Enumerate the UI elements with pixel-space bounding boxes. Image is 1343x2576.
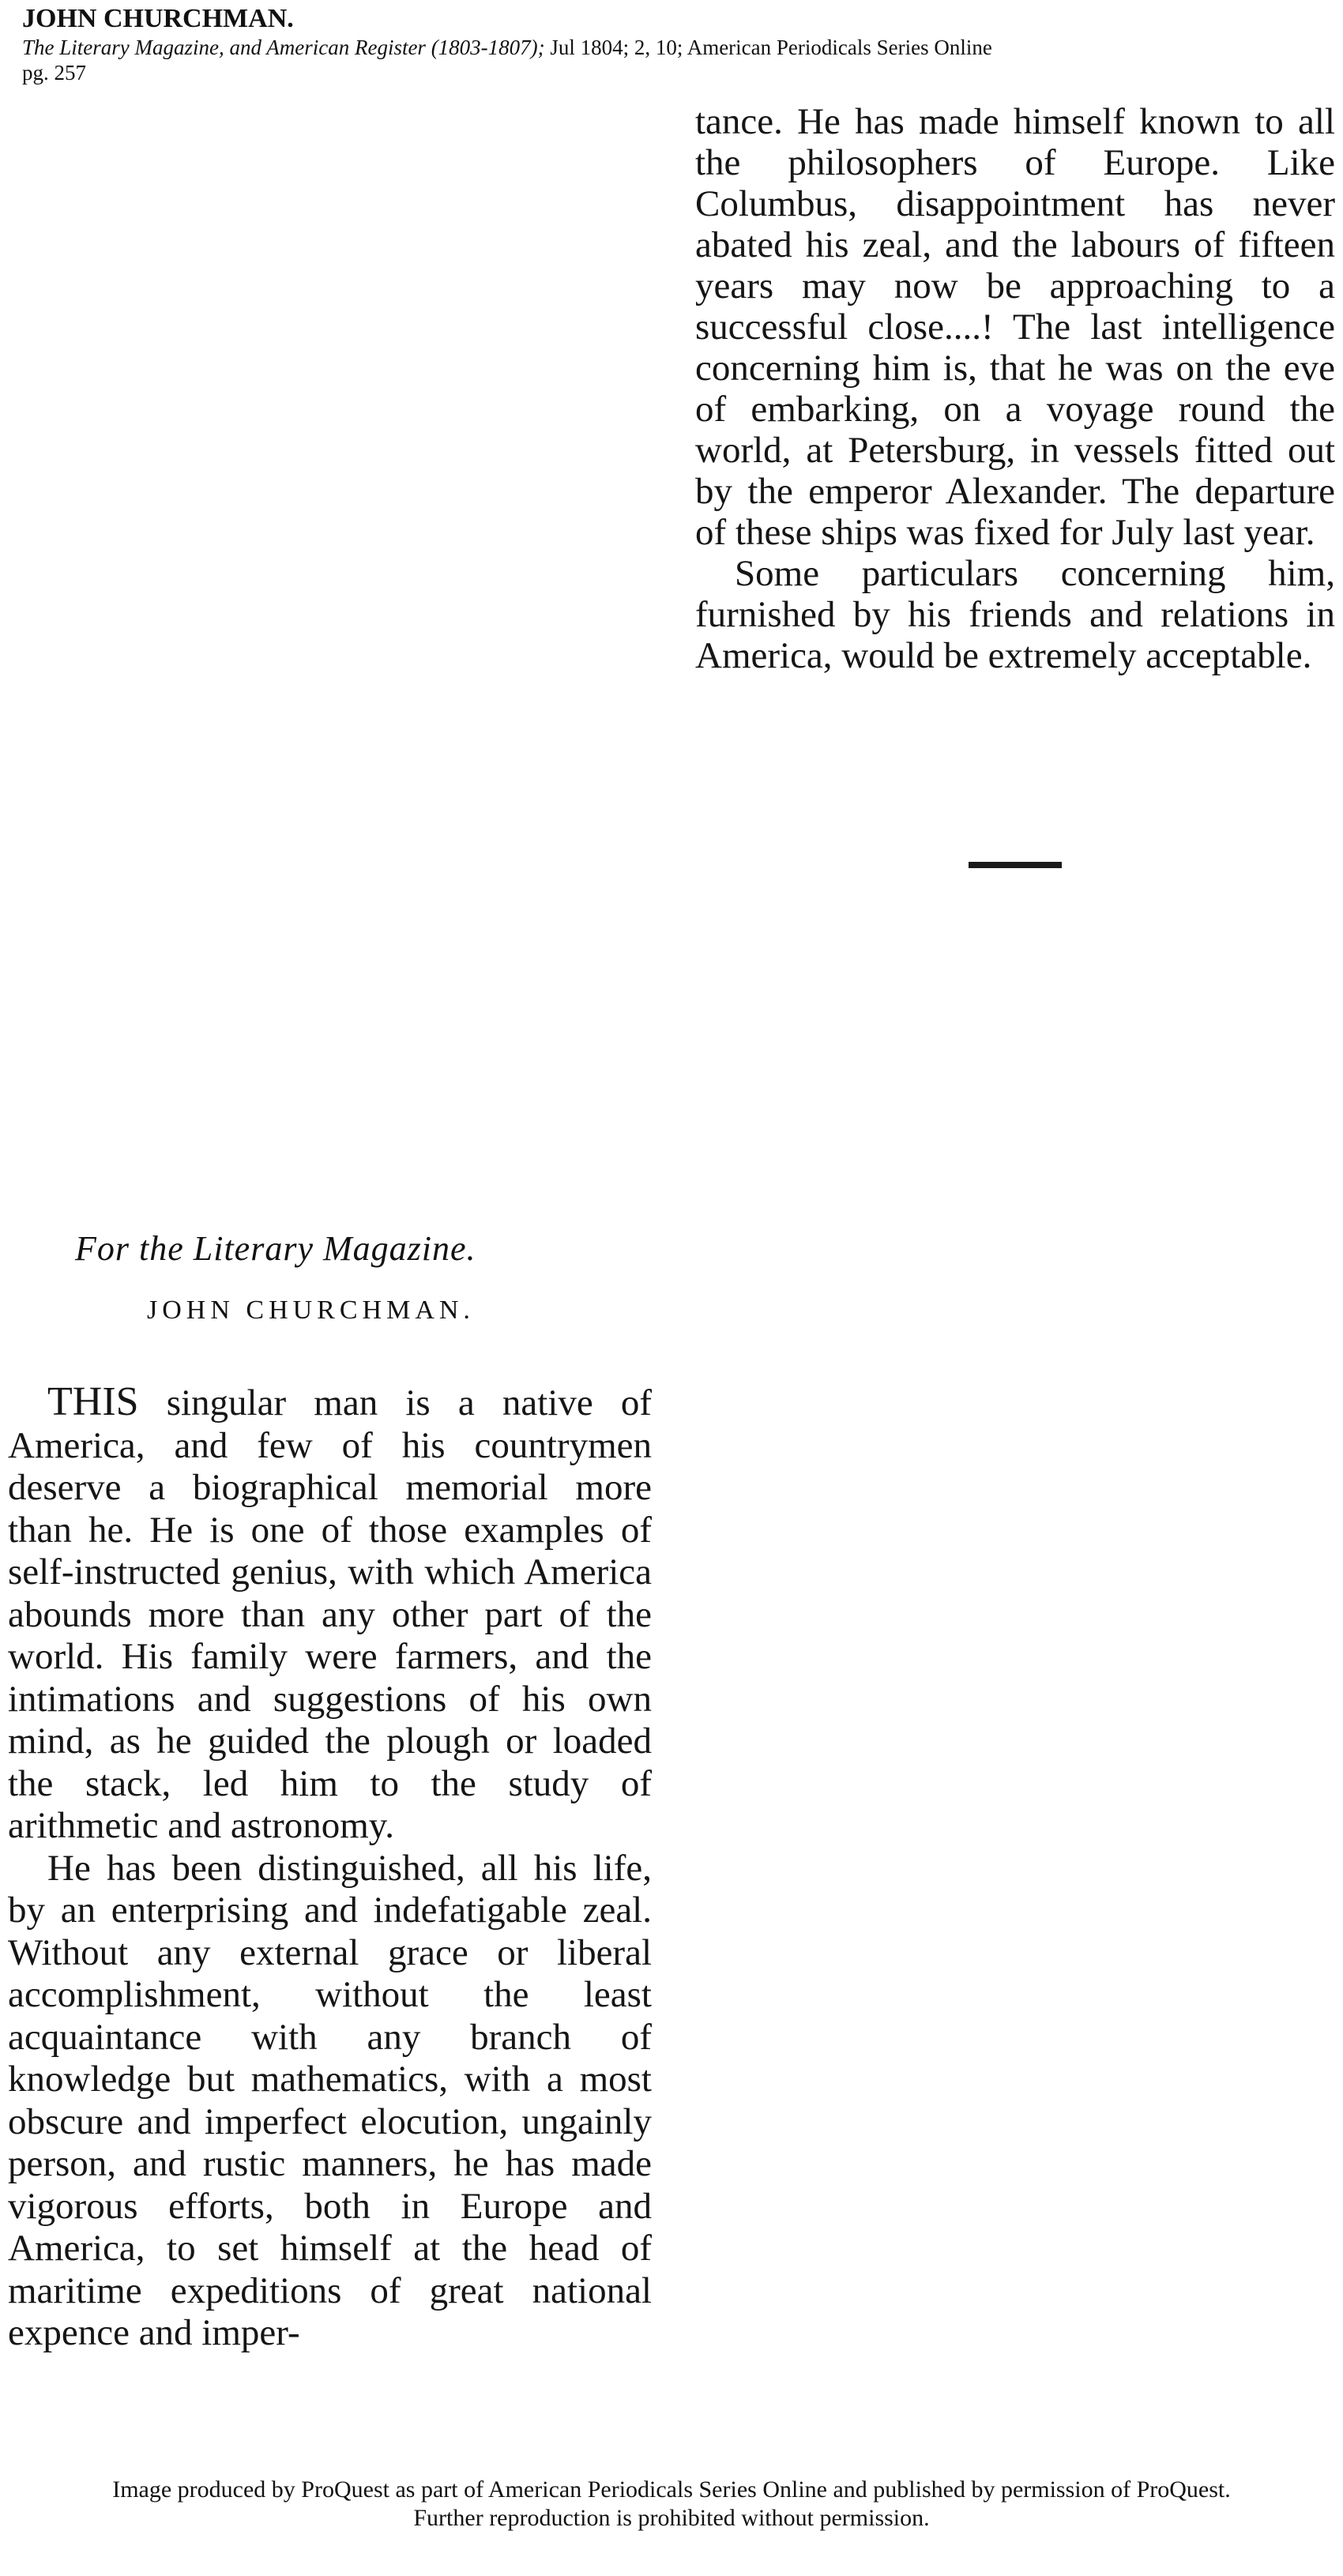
citation-details: Jul 1804; 2, 10; American Periodicals Series Online [550,36,992,59]
copyright-footer [0,2476,1343,2533]
article-paragraph-2: He has been distinguished, all his life, by an enterprising and indefatigable zeal. Without any external grace or liberal accomplishment, without the least acquaintance with any branch of knowledge but mathematics, with a most obscure and imperfect elocution, ungainly person, and rustic manners, he has made vigorous efforts, both in Europe and America, to set himself at the head of maritime expeditions of great national expence and imper- [8,1847,652,2353]
footer-line-2: Further reproduction is prohibited without permission. [413,2505,930,2531]
article-paragraph-1-text: singular man is a native of America, and few of his countrymen deserve a biographical memorial more than he. He is one of those examples of self-instructed genius, with which America abounds more than any other part of the world. His family were farmers, and the intimations and suggestions of his own mind, as he guided the plough or loaded the stack, led him to the study of arithmetic and astronomy. [8,1382,652,1846]
right-paragraph-request: Some particulars concerning him, furnished by his friends and relations in America, would be extremely acceptable. [695,553,1335,676]
citation-title: JOHN CHURCHMAN. [22,4,294,33]
article-source-line: For the Literary Magazine. [75,1229,476,1268]
right-paragraph-continued: tance. He has made himself known to all the philosophers of Europe. Like Columbus, disappointment has never abated his zeal, and the labours of fifteen years may now be approaching to a successful close....! The last intelligence concerning him is, that he was on the eve of embarking, on a voyage round the world, at Petersburg, in vessels fitted out by the emperor Alexander. The departure of these ships was fixed for July last year. [695,101,1335,553]
article-body [8,1381,652,2355]
citation-journal: The Literary Magazine, and American Register (1803-1807); [22,36,545,59]
citation-page: pg. 257 [22,61,86,85]
article-lead-word: THIS [47,1379,139,1424]
right-column-text [695,101,1335,676]
citation-header [22,3,1318,85]
article-paragraph-1 [8,1381,652,1848]
article-heading: JOHN CHURCHMAN. [147,1296,475,1325]
footer-line-1: Image produced by ProQuest as part of American Periodicals Series Online and published by permission of ProQuest. [112,2476,1231,2503]
section-divider [969,862,1062,868]
citation-source-line [22,35,1318,60]
